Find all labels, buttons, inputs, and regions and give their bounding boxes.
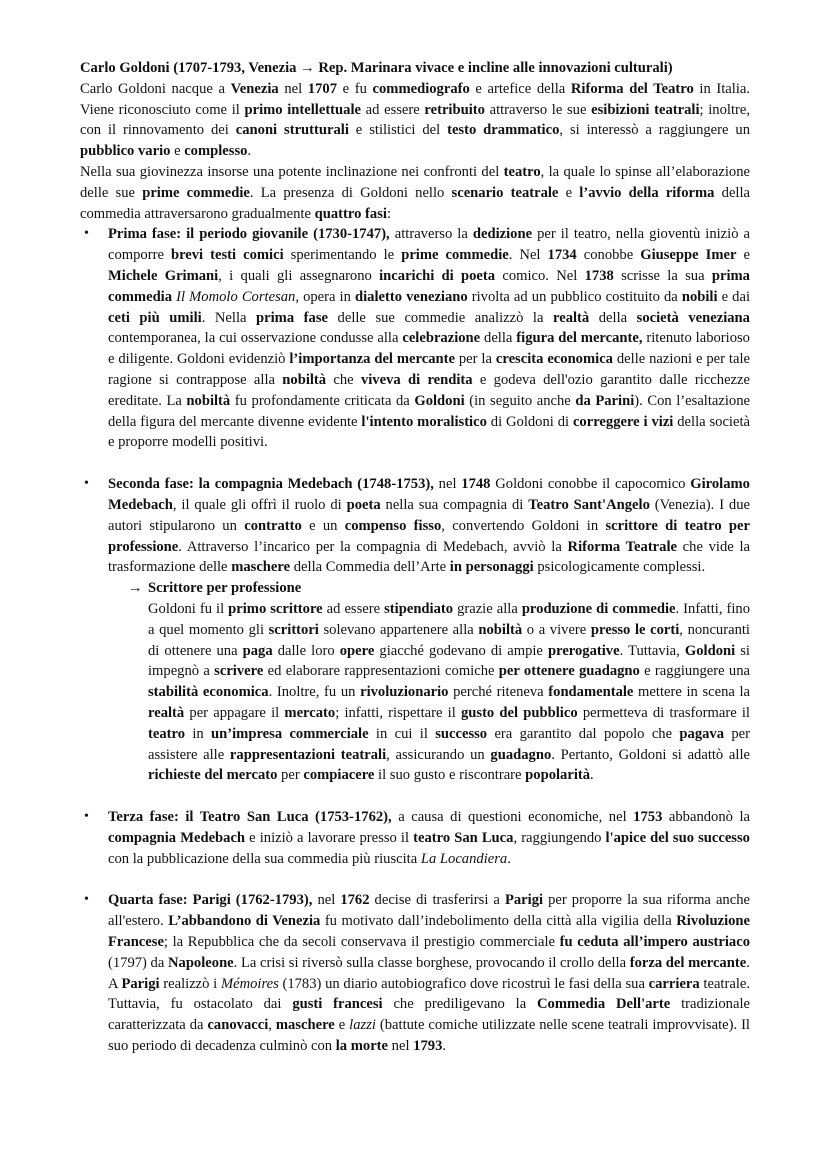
text-run: nel	[388, 1038, 414, 1055]
text-run: , noncuranti di ottenere una	[148, 621, 750, 659]
text-run: di Goldoni di	[486, 413, 573, 430]
text-run: e fu	[336, 80, 373, 97]
bold-text: L’abbandono di Venezia	[168, 913, 321, 930]
bold-text: Michele Grimani	[108, 267, 219, 284]
text-run: (in seguito anche	[464, 392, 576, 409]
bold-text: l’avvio della riforma	[579, 184, 715, 201]
phase-text	[108, 224, 750, 453]
text-run: e	[736, 247, 750, 264]
text-run: , si interessò a raggiungere un	[559, 122, 751, 139]
bold-text: teatro San Luca	[413, 829, 514, 846]
text-run: (Venezia). I due autori stipularono un	[108, 496, 751, 534]
bold-text: ceti più umili	[108, 309, 202, 326]
text-run: attraverso le sue	[484, 101, 592, 118]
bold-text: celebrazione	[402, 330, 481, 347]
italic-text: Il Momolo Cortesan	[176, 288, 296, 305]
bold-text: richieste del mercato	[148, 767, 278, 784]
document-title: Carlo Goldoni (1707-1793, Venezia → Rep. Marinara vivace e incline alle innovazioni culturali)	[80, 60, 673, 76]
phase-item-prima	[80, 224, 750, 453]
bold-text: testo drammatico	[447, 122, 560, 139]
text-run: . La crisi si riversò sulla classe borghese, provocando il crollo della	[233, 954, 630, 971]
text-run: psicologicamente complessi.	[533, 559, 706, 576]
phase-item-terza	[80, 807, 750, 869]
bold-text: figura del mercante,	[516, 330, 643, 347]
bold-text: Girolamo Medebach	[108, 476, 750, 513]
text-run: per assistere alle	[148, 725, 750, 763]
bold-text: carriera	[648, 975, 700, 992]
bold-text: realtà	[553, 309, 590, 326]
bold-text: complesso	[184, 143, 248, 160]
bold-text: prima commedia	[108, 267, 750, 305]
bold-text: l'intento moralistico	[361, 413, 487, 430]
bold-text: Seconda fase: la compagnia Medebach (1748-1753),	[108, 476, 434, 493]
text-run: teatrale. Tuttavia, fu ostacolato dai	[108, 975, 750, 1013]
bold-text: nobili	[681, 288, 718, 305]
bold-text: compiacere	[303, 767, 375, 784]
text-run: tradizionale caratterizzata da	[108, 996, 750, 1034]
text-run: era garantito dal popolo che	[487, 725, 680, 742]
text-run: permetteva di trasformare il	[577, 704, 750, 721]
bold-text: presso le corti	[590, 621, 680, 638]
bold-text: Rivoluzione Francese	[108, 913, 751, 951]
text-run: comico. Nel	[495, 267, 585, 284]
bold-text: Parigi	[121, 975, 160, 992]
text-run: nel	[312, 892, 341, 909]
bold-text: prime commedie	[142, 184, 250, 201]
bullet-icon: •	[84, 809, 89, 825]
text-run: nel	[433, 476, 462, 493]
bold-text: viveva di rendita	[360, 371, 473, 388]
spacer	[80, 869, 750, 890]
bold-text: scenario teatrale	[451, 184, 559, 201]
bold-text: per ottenere guadagno	[498, 663, 640, 680]
text-run: , opera in	[295, 288, 355, 305]
text-run: il suo gusto e riscontrare	[374, 767, 526, 784]
text-run: della società e proporre modelli positivi.	[108, 413, 750, 451]
text-run: in Italia. Viene riconosciuto come il	[80, 80, 751, 118]
bold-text: stabilità economica	[148, 684, 269, 701]
text-run: . La presenza di Goldoni nello	[249, 184, 452, 201]
bold-text: Napoleone	[167, 954, 234, 971]
bold-text: contratto	[244, 517, 302, 534]
text-run: nella sua compagnia di	[380, 496, 529, 513]
text-run: dalle loro	[272, 642, 340, 659]
bold-text: Commedia Dell'arte	[537, 996, 671, 1013]
bold-text: Goldoni	[684, 642, 736, 659]
phase-continuation-text	[108, 974, 750, 1057]
text-run: delle nazioni e per tale ragione si contrappose alla	[108, 351, 750, 388]
text-run: e iniziò a lavorare presso il	[245, 829, 414, 846]
text-run: in cui il	[368, 725, 436, 742]
italic-text: La Locandiera	[420, 850, 508, 867]
bold-text: pagava	[679, 725, 725, 742]
text-run: ritenuto laborioso e diligente. Goldoni evidenziò	[108, 330, 750, 368]
text-run: A	[108, 975, 122, 992]
text-run: e un	[301, 517, 345, 534]
text-run: .	[247, 143, 252, 160]
text-run: .	[442, 1038, 447, 1055]
text-run: :	[386, 205, 391, 222]
text-run: Carlo Goldoni nacque a	[80, 80, 231, 97]
bold-text: mercato	[284, 704, 336, 721]
bold-text: Quarta fase: Parigi (1762-1793),	[108, 892, 313, 909]
text-run: , convertendo Goldoni in	[441, 517, 606, 534]
bold-text: stipendiato	[384, 600, 454, 617]
bold-text: canoni strutturali	[235, 122, 349, 139]
text-run: , il quale gli offrì il ruolo di	[172, 496, 347, 513]
text-run: ed elaborare rappresentazioni comiche	[263, 663, 499, 680]
text-run: e artefice della	[469, 80, 571, 97]
text-run: per	[277, 767, 304, 784]
text-run: a causa di questioni economiche, nel	[391, 809, 634, 826]
text-run: della	[589, 309, 637, 326]
bold-text: Parigi	[504, 892, 544, 909]
bullet-icon: •	[84, 476, 89, 492]
bold-text: Goldoni	[414, 392, 465, 409]
text-run: nel	[278, 80, 308, 97]
bold-text: Teatro Sant'Angelo	[528, 496, 650, 513]
text-run: decise di trasferirsi a	[369, 892, 505, 909]
text-run: perché riteneva	[448, 684, 549, 701]
sub-section-heading	[128, 578, 750, 599]
text-run: . Attraverso l’incarico per la compagnia di Medebach, avviò la	[178, 538, 568, 555]
text-run: per il teatro, nella gioventù iniziò a comporre	[108, 226, 751, 264]
text-run: che	[326, 371, 361, 388]
bold-text: 1738	[584, 267, 614, 284]
bold-text: guadagno	[490, 746, 552, 763]
text-run: ; infatti, rispettare il	[335, 704, 461, 721]
text-run: per proporre la sua riforma anche all'estero.	[108, 892, 750, 930]
bold-text: opere	[339, 642, 375, 659]
bold-text: prima fase	[256, 309, 328, 326]
bold-text: canovacci	[207, 1017, 269, 1034]
text-run: ad essere	[361, 101, 425, 118]
text-run: si impegnò a	[148, 642, 750, 680]
text-run: che vide la trasformazione delle	[108, 538, 750, 576]
text-run: . Tuttavia,	[619, 642, 685, 659]
arrow-right-icon: →	[128, 580, 143, 597]
bold-text: rivoluzionario	[360, 684, 449, 701]
text-run: e stilistici del	[348, 122, 448, 139]
bold-text: 1793	[413, 1038, 443, 1055]
bold-text: crescita economica	[495, 351, 613, 368]
bold-text: l'apice del suo successo	[605, 829, 750, 846]
text-run: o a vivere	[522, 621, 591, 638]
intro-paragraph	[80, 162, 750, 224]
phase-item-seconda	[80, 474, 750, 786]
text-run: ,	[268, 1017, 276, 1034]
text-run: con la pubblicazione della sua commedia più riuscita	[108, 850, 421, 867]
bold-text: fondamentale	[548, 684, 634, 701]
bold-text: scrittori	[268, 621, 319, 638]
bold-text: popolarità	[525, 767, 591, 784]
bold-text: poeta	[346, 496, 381, 513]
bold-text: Venezia	[230, 80, 279, 97]
bold-text: Giuseppe Imer	[640, 247, 737, 264]
text-run: (battute comiche utilizzate nelle scene teatrali improvvisate). Il suo periodo di decadenza culminò con	[108, 1017, 750, 1055]
phase-text	[108, 890, 750, 973]
text-run: scrisse la sua	[613, 267, 712, 284]
text-run: Goldoni conobbe il capocomico	[490, 476, 691, 493]
bold-text: Prima fase: il periodo giovanile (1730-1747),	[108, 226, 390, 243]
intro-paragraph	[80, 79, 750, 162]
text-run: ; la Repubblica che da secoli conservava il prestigio commerciale	[163, 934, 560, 951]
bullet-icon: •	[84, 226, 89, 242]
bold-text: pubblico vario	[80, 143, 171, 160]
text-run: delle sue commedie analizzò la	[328, 309, 554, 326]
phase-text	[108, 474, 750, 578]
text-run: contemporanea, la cui osservazione condusse alla	[108, 330, 403, 347]
text-run: abbandonò la	[662, 809, 751, 826]
bold-text: nobiltà	[282, 371, 327, 388]
text-run: (1797) da	[108, 954, 168, 971]
bold-text: compagnia Medebach	[108, 829, 246, 846]
text-run: mettere in scena la	[633, 684, 751, 701]
bold-text: 1748	[461, 476, 491, 493]
bold-text: gusti francesi	[292, 996, 383, 1013]
text-run: . Pertanto, Goldoni si adattò alle	[551, 746, 750, 763]
bold-text: brevi testi comici	[170, 247, 284, 264]
text-run: Goldoni fu il	[148, 600, 229, 617]
text-run: fu motivato dall’indebolimento della città alla vigilia della	[320, 913, 677, 930]
bold-text: dedizione	[472, 226, 533, 243]
bold-text: società veneziana	[636, 309, 750, 326]
text-run: e godeva dell'ozio garantito dalle ricchezze ereditate. La	[108, 371, 750, 409]
bold-text: commediografo	[372, 80, 470, 97]
text-run: che prediligevano la	[382, 996, 538, 1013]
text-run: (1783) un diario autobiografico dove ricostruì le fasi della sua	[278, 975, 649, 992]
bold-text: Riforma Teatrale	[567, 538, 677, 555]
bold-text: Riforma del Teatro	[570, 80, 694, 97]
document-content	[80, 58, 750, 1057]
bold-text: realtà	[148, 704, 185, 721]
text-run: . Nella	[201, 309, 257, 326]
bold-text: da Parini	[575, 392, 635, 409]
bold-text: dialetto veneziano	[354, 288, 468, 305]
text-run: solevano appartenere alla	[318, 621, 479, 638]
bold-text: esibizioni teatrali	[591, 101, 700, 118]
bold-text: teatro	[503, 163, 541, 180]
bold-text: maschere	[275, 1017, 335, 1034]
spacer	[80, 786, 750, 807]
bold-text: forza del mercante	[629, 954, 747, 971]
bold-text: la morte	[335, 1038, 389, 1055]
bold-text: teatro	[148, 725, 186, 742]
bold-text: 1753	[633, 809, 663, 826]
text-run: . Inoltre, fu un	[268, 684, 361, 701]
text-run: , i quali gli assegnarono	[218, 267, 380, 284]
bold-text: primo intellettuale	[244, 101, 361, 118]
bold-text: nobiltà	[478, 621, 523, 638]
text-run: e	[170, 143, 185, 160]
bold-text: Terza fase: il Teatro San Luca (1753-1762),	[108, 809, 392, 826]
bold-text: 1707	[307, 80, 337, 97]
text-run: e	[558, 184, 580, 201]
text-run: per la	[454, 351, 496, 368]
phase-item-quarta	[80, 890, 750, 1056]
text-run: per appagare il	[184, 704, 285, 721]
text-run: conobbe	[576, 247, 641, 264]
text-run: , raggiungendo	[513, 829, 606, 846]
bold-text: scrittore di teatro per professione	[108, 517, 750, 555]
text-run: . Nel	[508, 247, 548, 264]
italic-text: Mémoires	[220, 975, 279, 992]
bold-text: rappresentazioni teatrali	[229, 746, 387, 763]
bold-text: gusto del pubblico	[460, 704, 578, 721]
text-run: in	[185, 725, 212, 742]
text-run: della	[480, 330, 517, 347]
bold-text: produzione di commedie	[521, 600, 676, 617]
sub-section-scrittore	[108, 578, 750, 786]
sub-section-text	[148, 599, 750, 786]
bold-text: paga	[242, 642, 273, 659]
text-run: giacché godevano di ampie	[374, 642, 548, 659]
text-run: fu profondamente criticata da	[230, 392, 415, 409]
bold-text: in personaggi	[449, 559, 534, 576]
bold-text: quattro fasi	[314, 205, 387, 222]
text-run: Nella sua giovinezza insorse una potente inclinazione nei confronti del	[80, 163, 504, 180]
bold-text: primo scrittore	[228, 600, 323, 617]
text-run: attraverso la	[389, 226, 473, 243]
bold-text: scrivere	[214, 663, 264, 680]
text-run: . Infatti, fino a quel momento gli	[148, 600, 751, 638]
bold-text: nobiltà	[186, 392, 231, 409]
bold-text: retribuito	[424, 101, 485, 118]
bold-text: 1734	[547, 247, 577, 264]
bullet-icon: •	[84, 892, 89, 908]
text-run: , assicurando un	[386, 746, 491, 763]
bold-text: fu ceduta all’impero austriaco	[559, 934, 751, 951]
text-run: e raggiungere una	[639, 663, 751, 680]
sub-heading-text: Scrittore per professione	[148, 580, 302, 597]
text-run: .	[590, 767, 594, 784]
spacer	[80, 453, 750, 474]
bold-text: successo	[435, 725, 488, 742]
text-run: sperimentando le	[283, 247, 402, 264]
text-run: .	[746, 954, 750, 971]
text-run: ). Con l’esaltazione della figura del mercante divenne evidente	[108, 392, 750, 430]
bold-text: un’impresa commerciale	[211, 725, 369, 742]
text-run: ad essere	[322, 600, 385, 617]
text-run: ; inoltre, con il rinnovamento dei	[80, 101, 750, 139]
bold-text: correggere i vizi	[572, 413, 674, 430]
text-run: , la quale lo spinse all’elaborazione delle sue	[80, 163, 750, 201]
bold-text: prime commedie	[401, 247, 509, 264]
text-run: rivolta ad un pubblico costituito da	[467, 288, 682, 305]
text-run: grazie alla	[453, 600, 522, 617]
bold-text: compenso fisso	[344, 517, 442, 534]
bold-text: l’importanza del mercante	[289, 351, 455, 368]
text-run: realizzò i	[159, 975, 221, 992]
text-run: .	[507, 850, 511, 867]
text-run: della Commedia dell’Arte	[290, 559, 450, 576]
phase-text	[108, 807, 750, 869]
text-run: e dai	[717, 288, 750, 305]
text-run: della commedia attraversarono gradualmente	[80, 184, 751, 222]
bold-text: prerogative	[547, 642, 620, 659]
bold-text: incarichi di poeta	[379, 267, 496, 284]
bold-text: maschere	[231, 559, 291, 576]
text-run: e	[334, 1017, 350, 1034]
bold-text: 1762	[340, 892, 370, 909]
italic-text: lazzi	[349, 1017, 376, 1034]
